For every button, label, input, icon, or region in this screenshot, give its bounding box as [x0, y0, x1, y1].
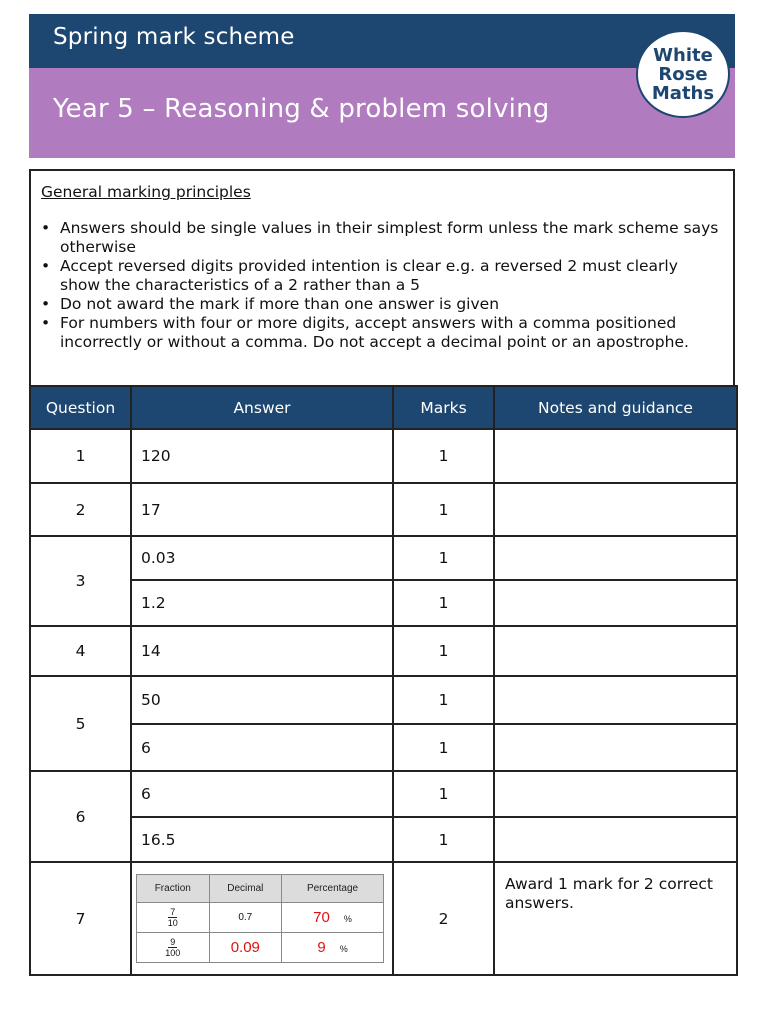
table-header-row [30, 386, 737, 429]
answer-cell: 1.2 [131, 580, 393, 626]
principles-list [39, 219, 719, 352]
answer-cell [131, 862, 393, 975]
notes-cell: Award 1 mark for 2 correct answers. [494, 862, 737, 975]
fraction-denominator: 10 [167, 918, 178, 928]
question-number: 7 [30, 862, 131, 975]
marking-principles-box [29, 169, 735, 385]
question-number: 3 [30, 536, 131, 626]
notes-cell [494, 580, 737, 626]
mark-scheme-table [29, 385, 738, 976]
percentage-cell [282, 933, 384, 963]
answer-cell: 6 [131, 771, 393, 817]
fraction-cell [137, 903, 210, 933]
answer-cell: 14 [131, 626, 393, 676]
marks-cell: 1 [393, 817, 494, 862]
table-row [30, 862, 737, 975]
fraction-cell [137, 933, 210, 963]
percentage-cell [282, 903, 384, 933]
question-number: 1 [30, 429, 131, 483]
marks-cell: 1 [393, 536, 494, 580]
notes-cell [494, 483, 737, 536]
marks-cell: 1 [393, 483, 494, 536]
principles-heading: General marking principles [41, 183, 251, 201]
fraction-numerator: 7 [170, 907, 176, 917]
question-number: 6 [30, 771, 131, 862]
white-rose-maths-logo [636, 30, 730, 118]
table-row [30, 536, 737, 580]
notes-cell [494, 724, 737, 771]
question-number: 5 [30, 676, 131, 771]
logo-line-1: White [653, 44, 713, 66]
page-title: Spring mark scheme [53, 24, 295, 50]
marks-cell: 1 [393, 676, 494, 724]
decimal-cell [209, 933, 282, 963]
marks-cell: 1 [393, 580, 494, 626]
principle-item: • For numbers with four or more digits, accept answers with a comma positioned incorrectly or without a comma. Do not accept a decimal point or an apostrophe. [39, 314, 719, 352]
page-subtitle: Year 5 – Reasoning & problem solving [53, 94, 550, 124]
fraction-denominator: 100 [165, 948, 181, 958]
fraction-decimal-percentage-table [136, 874, 384, 963]
percent-sign: % [339, 944, 348, 954]
table-row [30, 817, 737, 862]
question-number: 2 [30, 483, 131, 536]
notes-cell [494, 626, 737, 676]
header-notes: Notes and guidance [494, 386, 737, 429]
marks-cell: 2 [393, 862, 494, 975]
notes-cell [494, 536, 737, 580]
table-row [30, 580, 737, 626]
percent-sign: % [343, 914, 352, 924]
notes-cell [494, 429, 737, 483]
principle-item: • Do not award the mark if more than one answer is given [39, 295, 719, 314]
table-row [30, 429, 737, 483]
table-row [30, 724, 737, 771]
header-marks: Marks [393, 386, 494, 429]
header-decimal: Decimal [209, 875, 282, 903]
marks-cell: 1 [393, 626, 494, 676]
table-row [30, 483, 737, 536]
answer-cell: 17 [131, 483, 393, 536]
marks-cell: 1 [393, 771, 494, 817]
logo-line-2: Rose [658, 63, 708, 85]
principle-item: • Accept reversed digits provided intention is clear e.g. a reversed 2 must clearly show the characteristics of a 2 rather than a 5 [39, 257, 719, 295]
marks-cell: 1 [393, 724, 494, 771]
notes-cell [494, 771, 737, 817]
logo-line-3: Maths [651, 82, 715, 104]
header-percentage: Percentage [282, 875, 384, 903]
fraction-numerator: 9 [170, 937, 176, 947]
answer-cell: 16.5 [131, 817, 393, 862]
decimal-answer: 0.09 [230, 939, 260, 956]
decimal-cell: 0.7 [209, 903, 282, 933]
table-row [30, 626, 737, 676]
table-row [30, 676, 737, 724]
percentage-answer: 70 [313, 909, 330, 926]
header-question: Question [30, 386, 131, 429]
question-number: 4 [30, 626, 131, 676]
marks-cell: 1 [393, 429, 494, 483]
subheader-bar [29, 68, 735, 158]
header-bar [29, 14, 735, 68]
table-row [30, 771, 737, 817]
answer-cell: 50 [131, 676, 393, 724]
answer-cell: 0.03 [131, 536, 393, 580]
principle-item: • Answers should be single values in their simplest form unless the mark scheme says otherwise [39, 219, 719, 257]
header-answer: Answer [131, 386, 393, 429]
notes-cell [494, 676, 737, 724]
answer-cell: 6 [131, 724, 393, 771]
header-fraction: Fraction [137, 875, 210, 903]
answer-cell: 120 [131, 429, 393, 483]
notes-cell [494, 817, 737, 862]
percentage-answer: 9 [317, 939, 326, 956]
